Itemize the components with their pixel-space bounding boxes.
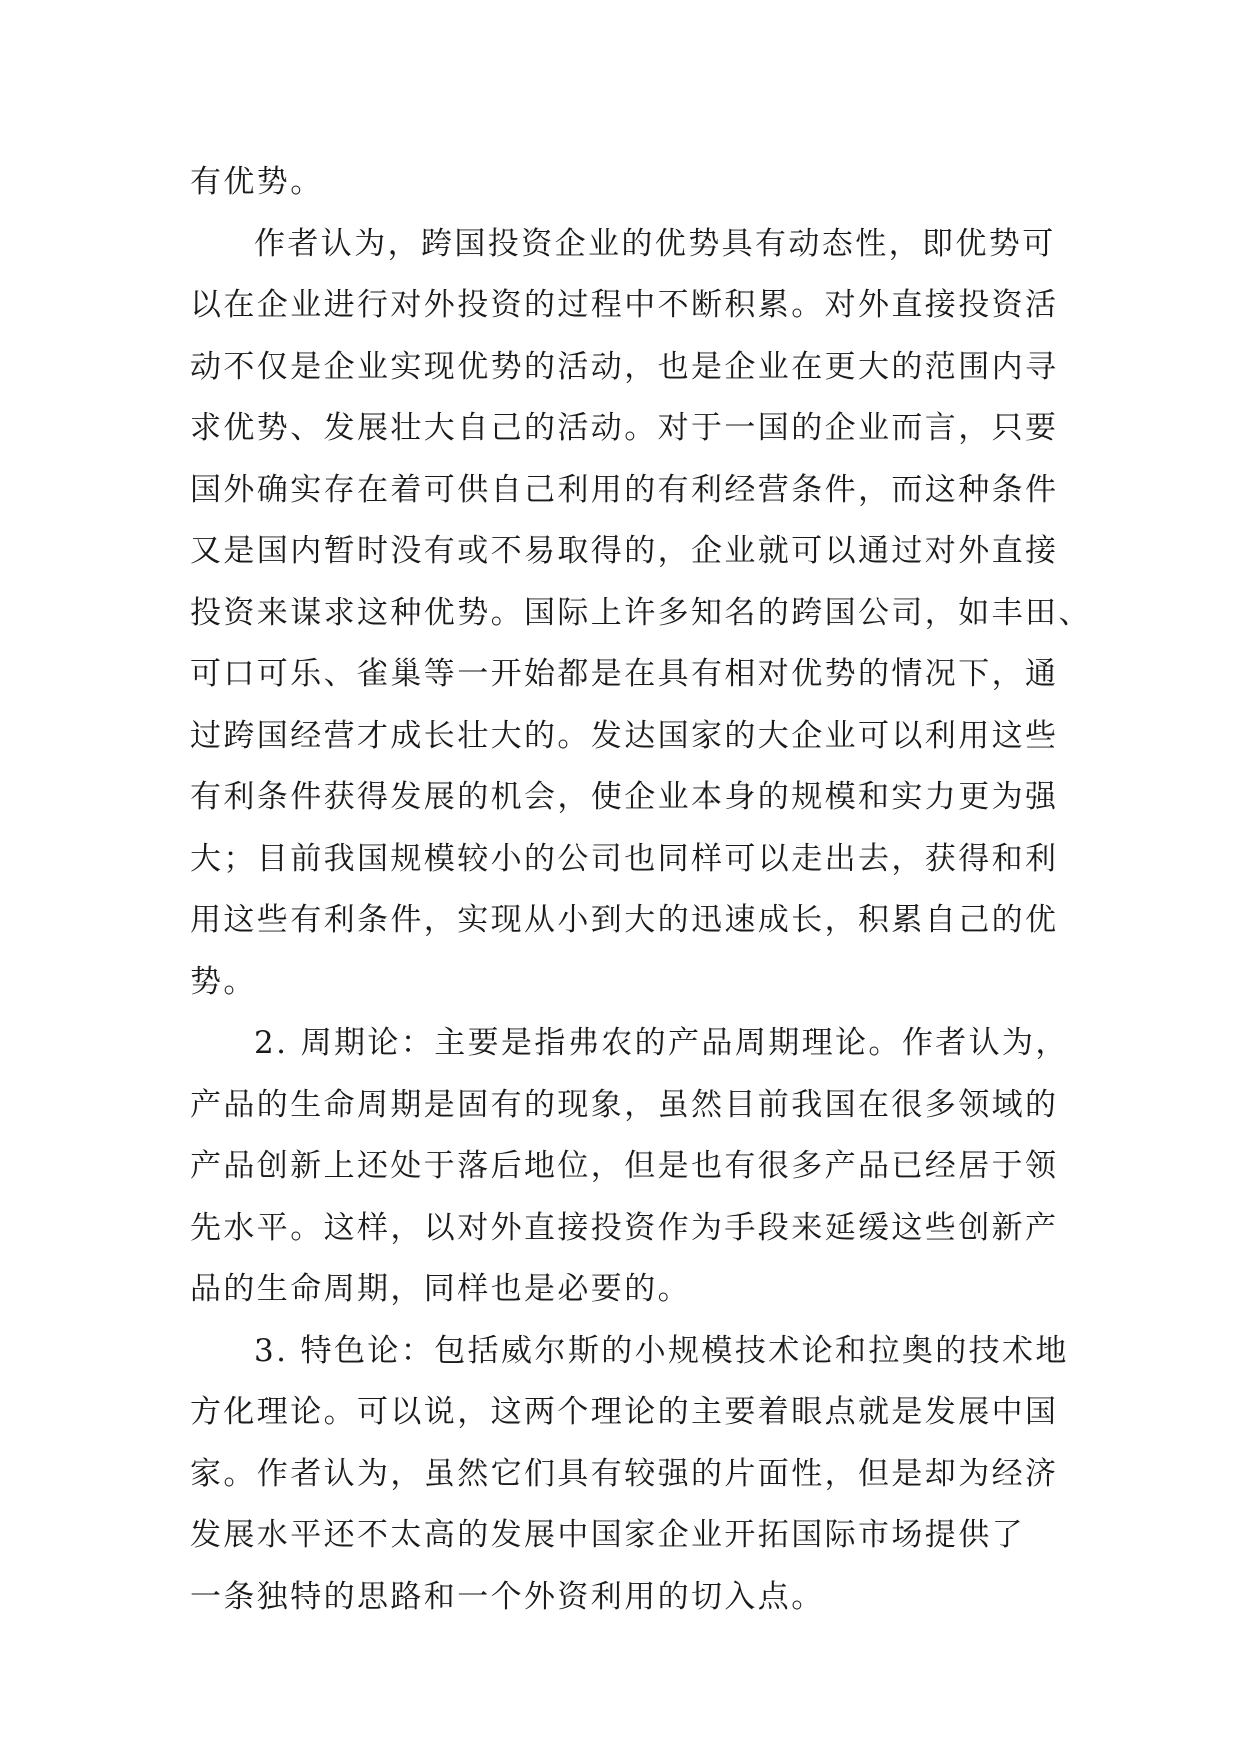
text-line: 投资来谋求这种优势。国际上许多知名的跨国公司，如丰田、 bbox=[190, 594, 1092, 631]
text-line: 过跨国经营才成长壮大的。发达国家的大企业可以利用这些 bbox=[190, 717, 1059, 754]
text-line: 产品的生命周期是固有的现象，虽然目前我国在很多领域的 bbox=[190, 1086, 1059, 1123]
text-line: 以在企业进行对外投资的过程中不断积累。对外直接投资活 bbox=[190, 287, 1059, 323]
text-line: 势。 bbox=[190, 963, 257, 1000]
text-line: 求优势、发展壮大自己的活动。对于一国的企业而言，只要 bbox=[190, 410, 1059, 446]
text-line: 用这些有利条件，实现从小到大的迅速成长，积累自己的优 bbox=[190, 902, 1059, 938]
text-line: 方化理论。可以说，这两个理论的主要着眼点就是发展中国 bbox=[190, 1394, 1059, 1430]
text-line: 有优势。 bbox=[190, 164, 324, 200]
text-line: 动不仅是企业实现优势的活动，也是企业在更大的范围内寻 bbox=[190, 348, 1059, 385]
text-line: 发展水平还不太高的发展中国家企业开拓国际市场提供了 bbox=[190, 1517, 1025, 1553]
text-line: 家。作者认为，虽然它们具有较强的片面性，但是却为经济 bbox=[190, 1455, 1059, 1492]
paragraph-start-line: 3. 特色论：包括威尔斯的小规模技术论和拉奥的技术地 bbox=[254, 1332, 1069, 1369]
text-line: 又是国内暂时没有或不易取得的，企业就可以通过对外直接 bbox=[190, 533, 1059, 569]
text-line: 大；目前我国规模较小的公司也同样可以走出去，获得和利 bbox=[190, 840, 1059, 877]
body-text bbox=[190, 152, 1092, 1628]
text-line: 产品创新上还处于落后地位，但是也有很多产品已经居于领 bbox=[190, 1148, 1059, 1184]
text-line: 先水平。这样，以对外直接投资作为手段来延缓这些创新产 bbox=[190, 1209, 1059, 1246]
paragraph-start-line: 作者认为，跨国投资企业的优势具有动态性，即优势可 bbox=[254, 225, 1056, 262]
text-line: 一条独特的思路和一个外资利用的切入点。 bbox=[190, 1578, 825, 1615]
text-line: 可口可乐、雀巢等一开始都是在具有相对优势的情况下，通 bbox=[190, 656, 1059, 692]
text-line: 有利条件获得发展的机会，使企业本身的规模和实力更为强 bbox=[190, 779, 1059, 815]
text-line: 国外确实存在着可供自己利用的有利经营条件，而这种条件 bbox=[190, 471, 1059, 508]
text-line: 品的生命周期，同样也是必要的。 bbox=[190, 1271, 691, 1307]
paragraph-start-line: 2. 周期论：主要是指弗农的产品周期理论。作者认为， bbox=[254, 1025, 1069, 1061]
